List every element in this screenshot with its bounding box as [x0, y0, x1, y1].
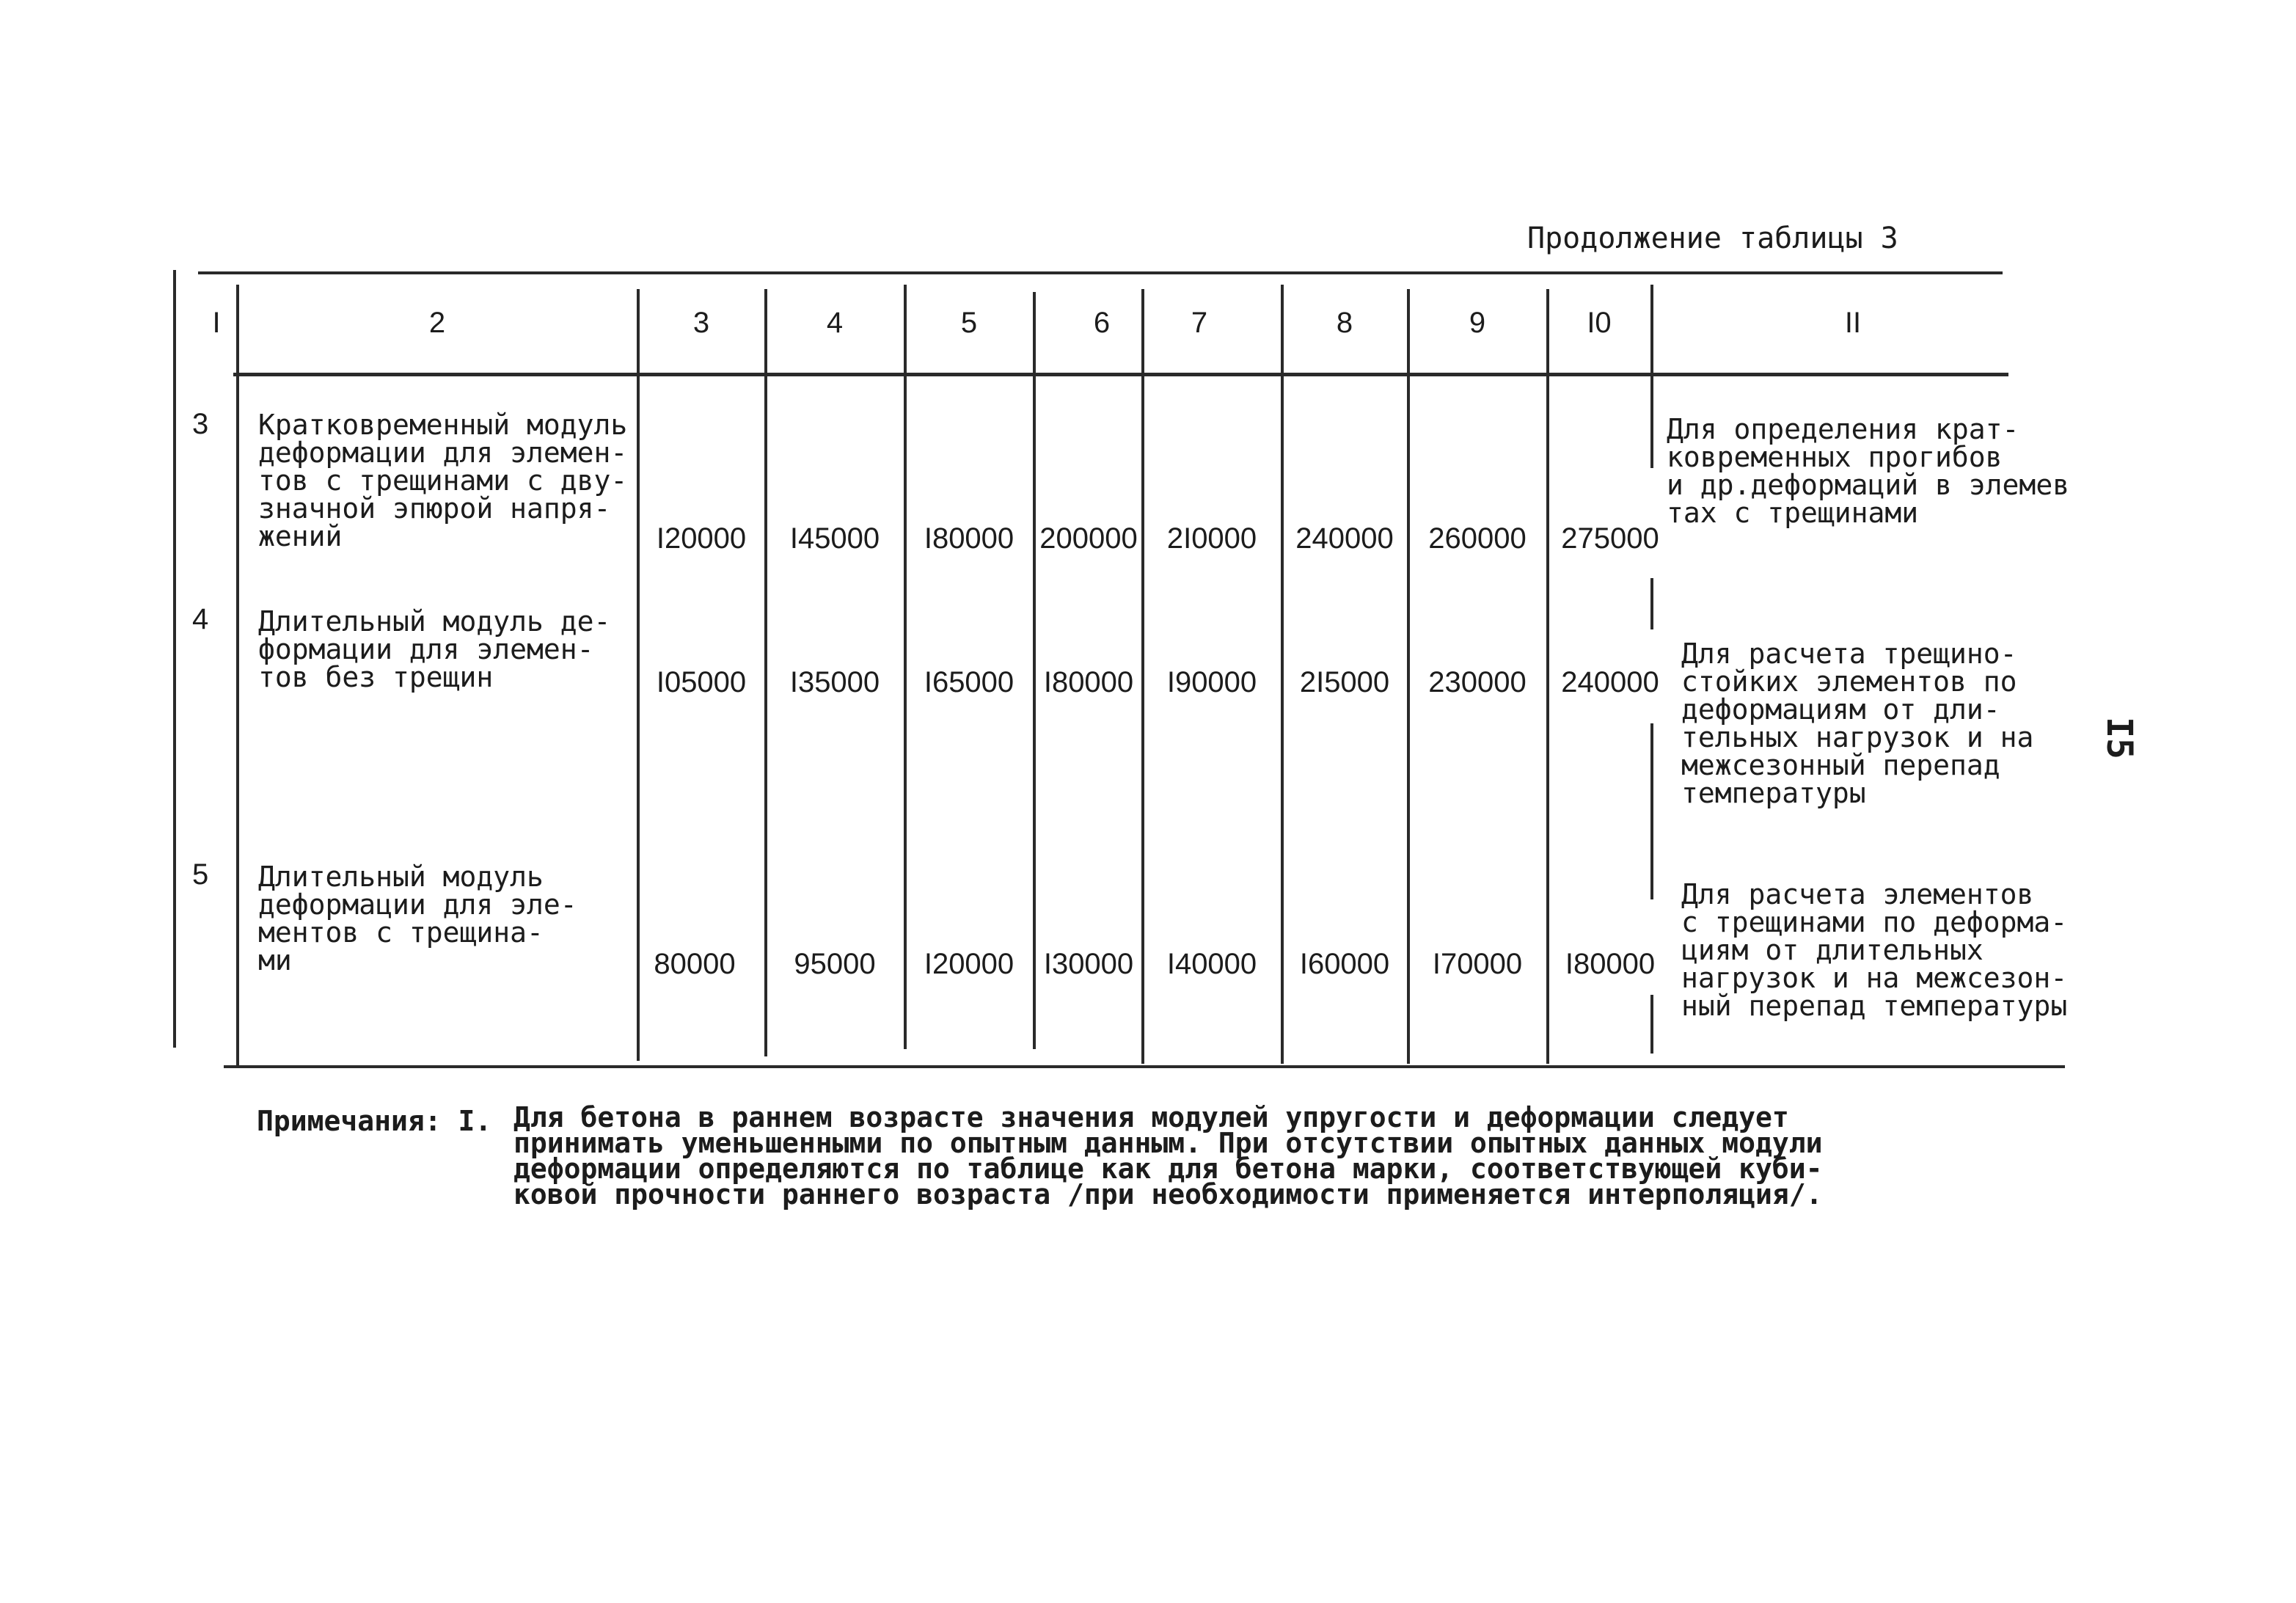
table-cell: I80000 [1043, 666, 1134, 698]
table-cell: I70000 [1432, 948, 1523, 980]
header-col-3: 3 [692, 307, 710, 339]
row-purpose-note: Для определения крат- ковременных прогибов и др.деформаций в элемев тах с трещинами [1667, 413, 2070, 529]
table-cell: I60000 [1299, 948, 1390, 980]
header-col-5: 5 [960, 307, 978, 339]
header-col-1: I [212, 307, 221, 339]
table-cell: I05000 [656, 666, 747, 698]
row-purpose-note: Для расчета элементов с трещинами по деформа- циям от длительных нагрузок и на межсезон- ный перепад температуры [1681, 878, 2068, 1022]
row-number: 4 [192, 603, 209, 635]
header-col-8: 8 [1336, 307, 1353, 339]
row-description: Кратковременный модуль деформации для элемен- тов с трещинами с дву- значной эпюрой напря- жений [258, 409, 628, 552]
table-cell: 200000 [1039, 522, 1138, 555]
table-cell: I20000 [924, 948, 1014, 980]
page-number: I5 [2098, 717, 2140, 759]
table-cell: 2I5000 [1299, 666, 1390, 698]
table-cell: I30000 [1043, 948, 1134, 980]
row-description: Длительный модуль деформации для эле- ментов с трещина- ми [258, 861, 577, 976]
table-cell: 95000 [794, 948, 876, 980]
notes-text: Для бетона в раннем возрасте значения модулей упругости и деформации следует принимать уменьшенными по опытным данным. При отсутствии опытных данных модули деформации определяются по таблице как для бетона марки, соответствующей куби- ковой прочности раннего возраста /при необходимости применяется интерполяция/. [513, 1101, 1823, 1211]
col-divider [1650, 578, 1653, 629]
header-col-9: 9 [1469, 307, 1486, 339]
header-col-2: 2 [428, 307, 446, 339]
table-cell: I80000 [1565, 948, 1656, 980]
table-top-rule [198, 271, 2003, 274]
header-col-11: II [1844, 307, 1862, 339]
table-cell: I35000 [789, 666, 880, 698]
table-cell: 2I0000 [1166, 522, 1257, 555]
col-divider [173, 270, 176, 1048]
table-cell: I20000 [656, 522, 747, 555]
col-divider [236, 285, 239, 1067]
col-divider [1650, 995, 1653, 1054]
table-cell: I90000 [1166, 666, 1257, 698]
table-cell: 80000 [654, 948, 736, 980]
col-divider [1650, 285, 1653, 468]
table-cell: I65000 [924, 666, 1014, 698]
header-col-4: 4 [826, 307, 844, 339]
header-col-7: 7 [1191, 307, 1208, 339]
header-col-6: 6 [1093, 307, 1111, 339]
table-cell: 260000 [1428, 522, 1527, 555]
row-description: Длительный модуль де- формации для элемен- тов без трещин [258, 605, 611, 693]
col-divider [1650, 723, 1653, 899]
table-caption: Продолжение таблицы 3 [1527, 222, 1898, 255]
table-cell: I80000 [924, 522, 1014, 555]
row-number: 3 [192, 408, 209, 440]
table-cell: I45000 [789, 522, 880, 555]
row-purpose-note: Для расчета трещино- стойких элементов по деформациям от дли- тельных нагрузок и на межсезонный перепад температуры [1681, 638, 2034, 809]
table-cell: 240000 [1561, 666, 1659, 698]
header-bottom-rule [233, 373, 2008, 376]
header-col-10: I0 [1587, 307, 1612, 339]
row-number: 5 [192, 858, 209, 891]
table-cell: 240000 [1295, 522, 1394, 555]
notes-label: Примечания: I. [257, 1105, 492, 1137]
table-cell: 230000 [1428, 666, 1527, 698]
table-cell: 275000 [1561, 522, 1659, 555]
table-bottom-rule [224, 1065, 2065, 1068]
table-cell: I40000 [1166, 948, 1257, 980]
